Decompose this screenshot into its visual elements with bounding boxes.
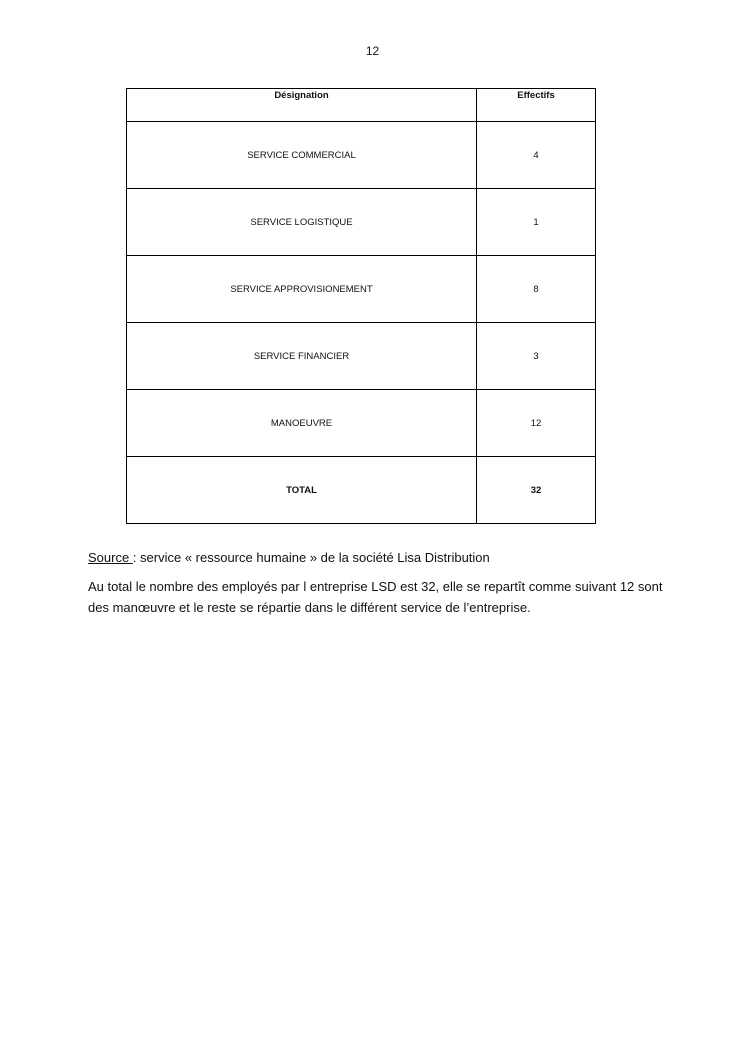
total-label: TOTAL xyxy=(127,457,477,524)
table-row xyxy=(127,390,596,457)
cell-designation: MANOEUVRE xyxy=(127,390,477,457)
table-total-row xyxy=(127,457,596,524)
cell-designation: SERVICE LOGISTIQUE xyxy=(127,189,477,256)
table-header-row xyxy=(127,89,596,122)
total-value: 32 xyxy=(477,457,596,524)
body-paragraph: Au total le nombre des employés par l entreprise LSD est 32, elle se repartît comme suivant 12 sont des manœuvre et le reste se répartie dans le différent service de l’entreprise. xyxy=(88,579,663,615)
cell-effectifs: 1 xyxy=(477,189,596,256)
cell-designation: SERVICE COMMERCIAL xyxy=(127,122,477,189)
header-designation: Désignation xyxy=(127,89,477,122)
table-row xyxy=(127,256,596,323)
cell-effectifs: 3 xyxy=(477,323,596,390)
table-row xyxy=(127,189,596,256)
table-row xyxy=(127,122,596,189)
source-text: : service « ressource humaine » de la société Lisa Distribution xyxy=(132,550,490,565)
cell-effectifs: 12 xyxy=(477,390,596,457)
cell-effectifs: 8 xyxy=(477,256,596,323)
source-label: Source xyxy=(88,550,133,565)
header-effectifs: Effectifs xyxy=(477,89,596,122)
table-row xyxy=(127,323,596,390)
cell-designation: SERVICE APPROVISIONEMENT xyxy=(127,256,477,323)
cell-designation: SERVICE FINANCIER xyxy=(127,323,477,390)
cell-effectifs: 4 xyxy=(477,122,596,189)
staff-table xyxy=(126,88,596,524)
source-line xyxy=(88,549,490,567)
page-number: 12 xyxy=(365,44,380,58)
